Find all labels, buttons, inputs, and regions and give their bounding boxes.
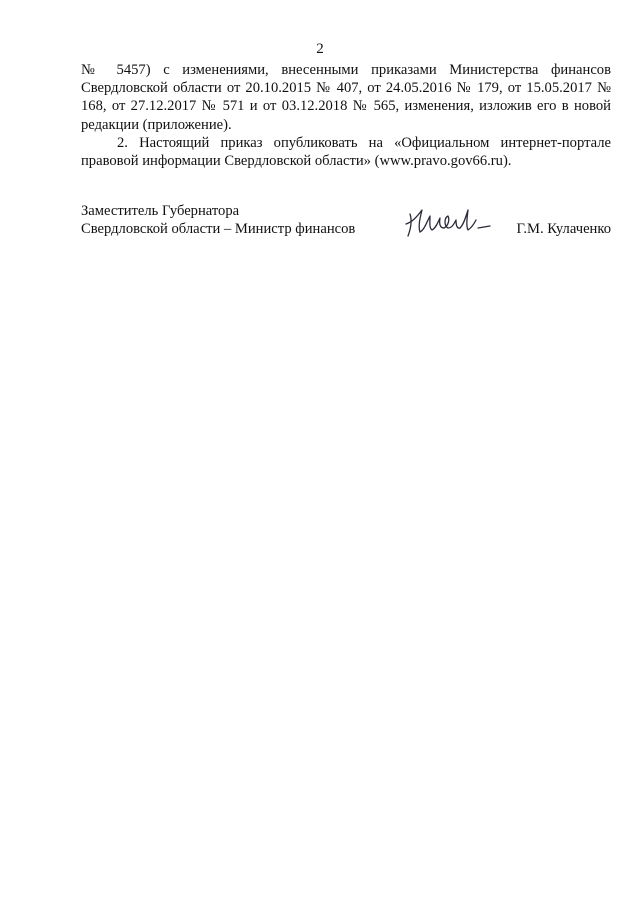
page-number: 2 [316, 41, 324, 57]
paragraph-continuation: № 5457) с изменениями, внесенными приказами Министерства финансов Свердловской области от 20.10.2015 № 407, от 24.05.2016 № 179, от 15.05.2017 № 168, от 27.12.2017 № 571 и от 03.12.2018 № 565, изменения, изложив его в новой редакции (приложение). [81, 62, 611, 133]
paragraph-item-2: 2. Настоящий приказ опубликовать на «Официальном интернет-портале правовой информации Свердловской области» (www.pravo.gov66.ru). [81, 134, 611, 170]
signatory-name: Г.М. Кулаченко [516, 221, 611, 237]
signatory-title-line-2: Свердловской области – Министр финансов [81, 221, 356, 237]
signature-block [81, 202, 611, 246]
document-body [81, 61, 611, 170]
handwritten-signature [402, 202, 502, 242]
signatory-title-line-1: Заместитель Губернатора [81, 203, 240, 219]
